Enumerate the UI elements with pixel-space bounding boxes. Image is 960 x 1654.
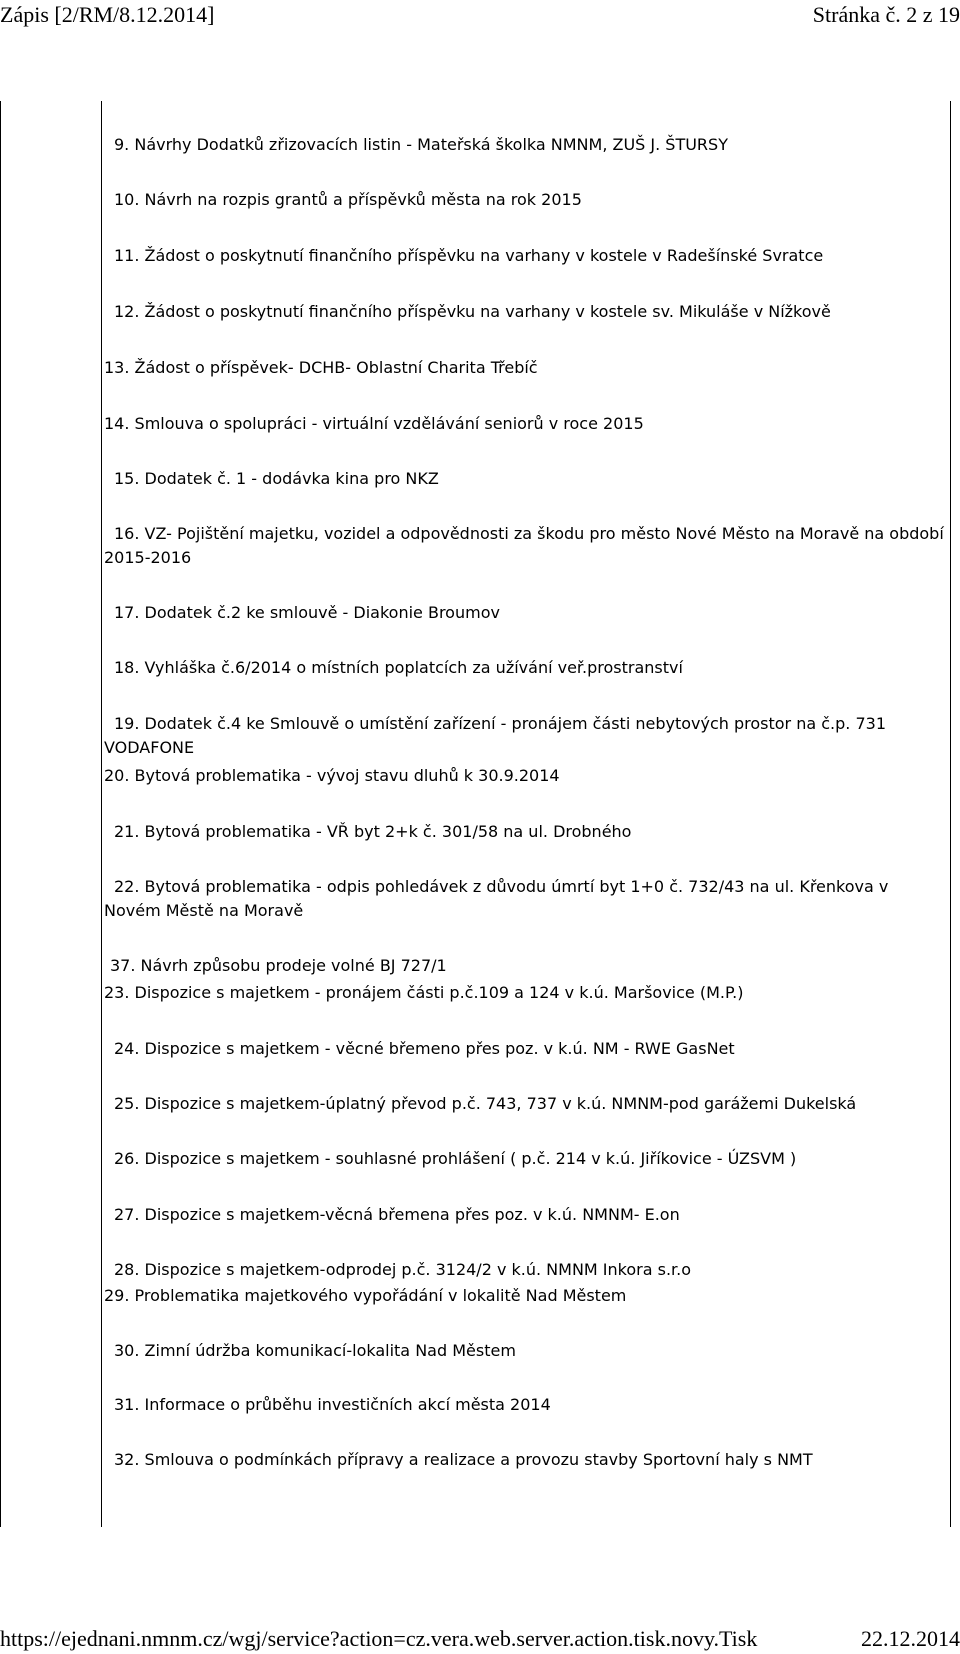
agenda-item-24: 24. Dispozice s majetkem - věcné břemeno přes poz. v k.ú. NM - RWE GasNet	[114, 1039, 735, 1058]
agenda-item-32: 32. Smlouva o podmínkách přípravy a realizace a provozu stavby Sportovní haly s NMT	[114, 1450, 813, 1469]
agenda-item-16: 16. VZ- Pojištění majetku, vozidel a odpovědnosti za škodu pro město Nové Město na Moravě na období 2015-2016	[104, 524, 944, 567]
table-border-inner	[101, 101, 102, 1527]
agenda-item-31: 31. Informace o průběhu investičních akcí města 2014	[114, 1395, 551, 1414]
agenda-item-9: 9. Návrhy Dodatků zřizovacích listin - Mateřská školka NMNM, ZUŠ J. ŠTURSY	[114, 135, 728, 154]
agenda-item-22: 22. Bytová problematika - odpis pohledávek z důvodu úmrtí byt 1+0 č. 732/43 na ul. Křenkova v Novém Městě na Moravě	[104, 877, 889, 920]
agenda-item-23: 23. Dispozice s majetkem - pronájem části p.č.109 a 124 v k.ú. Maršovice (M.P.)	[104, 983, 744, 1002]
agenda-item-11: 11. Žádost o poskytnutí finančního příspěvku na varhany v kostele v Radešínské Svratce	[114, 246, 824, 265]
agenda-item-28: 28. Dispozice s majetkem-odprodej p.č. 3124/2 v k.ú. NMNM Inkora s.r.o	[114, 1260, 692, 1279]
agenda-item-29: 29. Problematika majetkového vypořádání v lokalitě Nad Městem	[104, 1286, 627, 1305]
agenda-item-10: 10. Návrh na rozpis grantů a příspěvků města na rok 2015	[114, 190, 582, 209]
agenda-item-21: 21. Bytová problematika - VŘ byt 2+k č. 301/58 na ul. Drobného	[114, 822, 632, 841]
agenda-item-20: 20. Bytová problematika - vývoj stavu dluhů k 30.9.2014	[104, 766, 560, 785]
agenda-item-27: 27. Dispozice s majetkem-věcná břemena přes poz. v k.ú. NMNM- E.on	[114, 1205, 680, 1224]
agenda-item-15: 15. Dodatek č. 1 - dodávka kina pro NKZ	[114, 469, 439, 488]
agenda-item-30: 30. Zimní údržba komunikací-lokalita Nad Městem	[114, 1341, 516, 1360]
agenda-item-18: 18. Vyhláška č.6/2014 o místních poplatcích za užívání veř.prostranství	[114, 658, 683, 677]
agenda-item-26: 26. Dispozice s majetkem - souhlasné prohlášení ( p.č. 214 v k.ú. Jiříkovice - ÚZSVM )	[114, 1149, 797, 1168]
document-title: Zápis [2/RM/8.12.2014]	[0, 2, 215, 27]
page-number: Stránka č. 2 z 19	[812, 2, 960, 27]
table-border-left	[0, 101, 1, 1527]
footer-url: https://ejednani.nmnm.cz/wgj/service?action=cz.vera.web.server.action.tisk.novy.Tisk	[0, 1626, 758, 1651]
footer-date: 22.12.2014	[861, 1626, 960, 1651]
agenda-item-13: 13. Žádost o příspěvek- DCHB- Oblastní Charita Třebíč	[104, 358, 538, 377]
agenda-item-25: 25. Dispozice s majetkem-úplatný převod p.č. 743, 737 v k.ú. NMNM-pod garážemi Dukelská	[114, 1094, 857, 1113]
agenda-item-19: 19. Dodatek č.4 ke Smlouvě o umístění zařízení - pronájem části nebytových prostor na č.p. 731 VODAFONE	[104, 714, 886, 757]
agenda-item-17: 17. Dodatek č.2 ke smlouvě - Diakonie Broumov	[114, 603, 500, 622]
agenda-item-14: 14. Smlouva o spolupráci - virtuální vzdělávání seniorů v roce 2015	[104, 414, 644, 433]
agenda-item-12: 12. Žádost o poskytnutí finančního příspěvku na varhany v kostele sv. Mikuláše v Nížkově	[114, 302, 831, 321]
agenda-item-37: 37. Návrh způsobu prodeje volné BJ 727/1	[110, 956, 447, 975]
